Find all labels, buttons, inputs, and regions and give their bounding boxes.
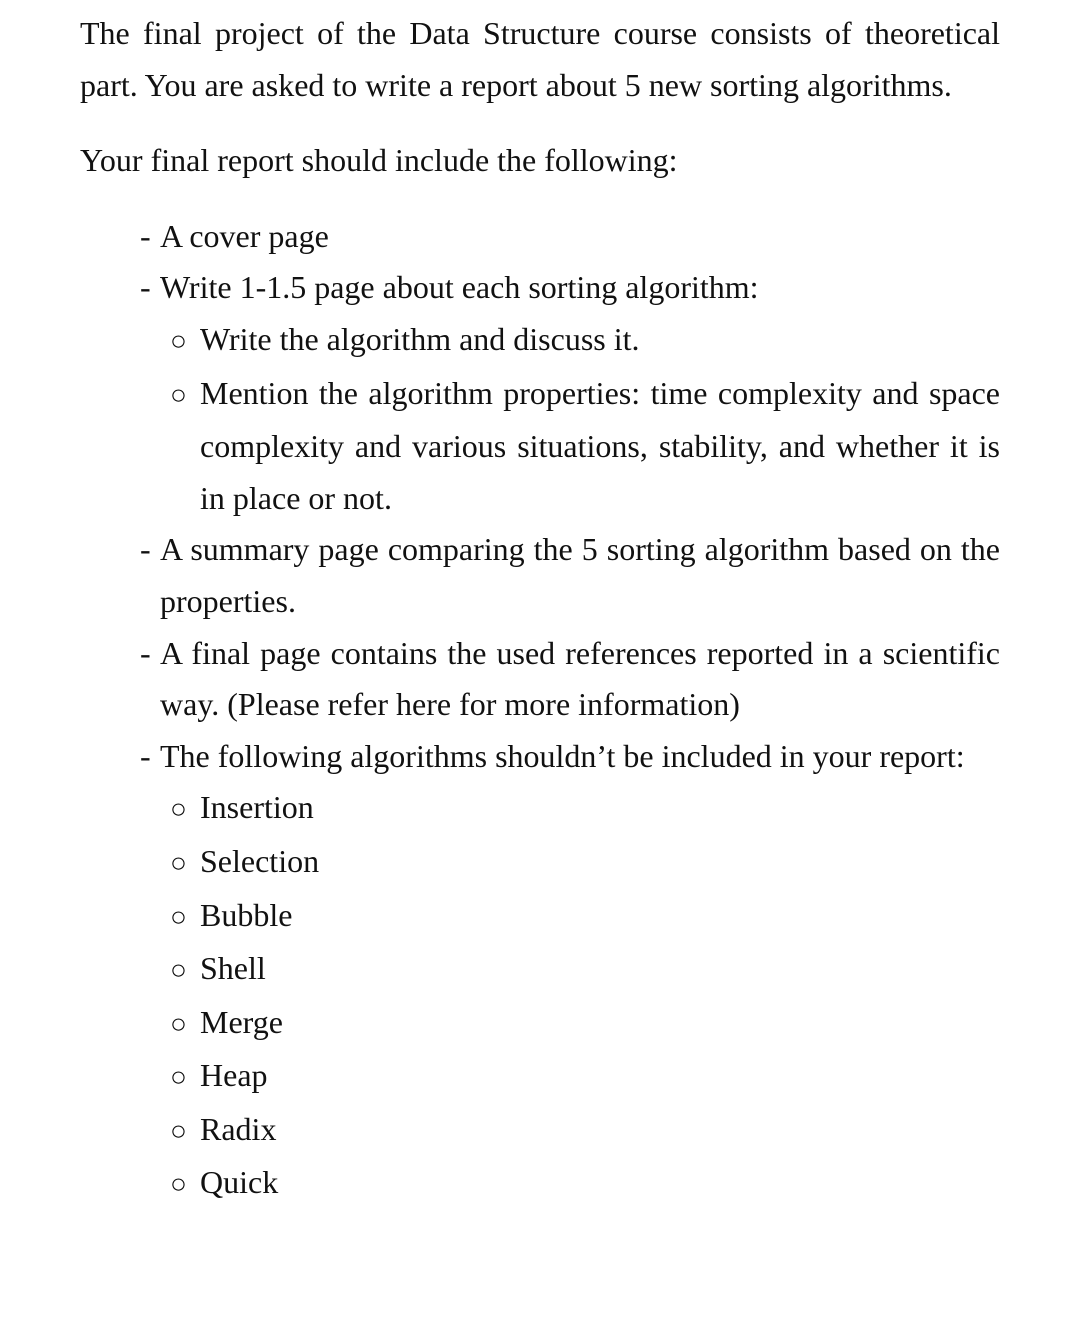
requirement-references-page	[120, 628, 1000, 731]
excluded-algorithm-item	[160, 1050, 1000, 1104]
circle-bullet-icon: ○	[170, 1169, 187, 1201]
document-body	[80, 8, 1000, 1211]
requirement-algorithm-pages	[120, 262, 1000, 314]
circle-bullet-icon: ○	[170, 1008, 187, 1040]
subitem-text: Write the algorithm and discuss it.	[200, 320, 640, 357]
circle-bullet-icon: ○	[170, 325, 187, 357]
requirement-cover-page	[120, 211, 1000, 263]
algorithm-name: Merge	[200, 1003, 283, 1040]
dash-marker: -	[140, 269, 151, 306]
dash-marker: -	[140, 634, 151, 671]
circle-bullet-icon: ○	[170, 794, 187, 826]
algorithm-name: Selection	[200, 842, 320, 879]
requirements-list	[80, 211, 1000, 314]
requirement-text: A cover page	[160, 217, 329, 254]
requirement-text: A final page contains the used references reported in a scientific way. (Please refer here for more information)	[160, 634, 1000, 723]
algorithm-name: Bubble	[200, 896, 293, 933]
intro-paragraph: The final project of the Data Structure course consists of theoretical part. You are asked to write a report about 5 new sorting algorithms.	[80, 15, 1000, 103]
requirement-text: The following algorithms shouldn’t be included in your report:	[160, 737, 965, 774]
circle-bullet-icon: ○	[170, 847, 187, 879]
subitem-algorithm-properties	[160, 368, 1000, 525]
circle-bullet-icon: ○	[170, 955, 187, 987]
circle-bullet-icon: ○	[170, 1115, 187, 1147]
excluded-algorithm-item	[160, 836, 1000, 890]
dash-marker: -	[140, 531, 151, 568]
dash-marker: -	[140, 737, 151, 774]
excluded-algorithms-list	[80, 782, 1000, 1211]
algorithm-name: Radix	[200, 1110, 277, 1147]
circle-bullet-icon: ○	[170, 901, 187, 933]
dash-marker: -	[140, 217, 151, 254]
requirement-summary-page	[120, 524, 1000, 627]
excluded-algorithm-item	[160, 997, 1000, 1051]
algorithm-name: Shell	[200, 950, 266, 987]
excluded-algorithm-item	[160, 782, 1000, 836]
excluded-algorithm-item	[160, 890, 1000, 944]
circle-bullet-icon: ○	[170, 1062, 187, 1094]
requirements-list-continued	[80, 524, 1000, 782]
requirement-text: A summary page comparing the 5 sorting algorithm based on the properties.	[160, 531, 1000, 619]
algorithm-name: Insertion	[200, 789, 314, 826]
subitem-text: Mention the algorithm properties: time complexity and space complexity and various situations, stability, and whether it is in place or not.	[200, 374, 1000, 516]
circle-bullet-icon: ○	[170, 379, 187, 411]
subitem-write-algorithm	[160, 314, 1000, 368]
excluded-algorithm-item	[160, 943, 1000, 997]
requirement-excluded-algorithms	[120, 731, 1000, 783]
requirement-text: Write 1-1.5 page about each sorting algorithm:	[160, 269, 759, 306]
excluded-algorithm-item	[160, 1104, 1000, 1158]
algorithm-name: Quick	[200, 1164, 279, 1201]
algorithm-page-subitems	[80, 314, 1000, 524]
excluded-algorithm-item	[160, 1157, 1000, 1211]
algorithm-name: Heap	[200, 1057, 268, 1094]
requirements-lead: Your final report should include the following:	[80, 142, 678, 179]
